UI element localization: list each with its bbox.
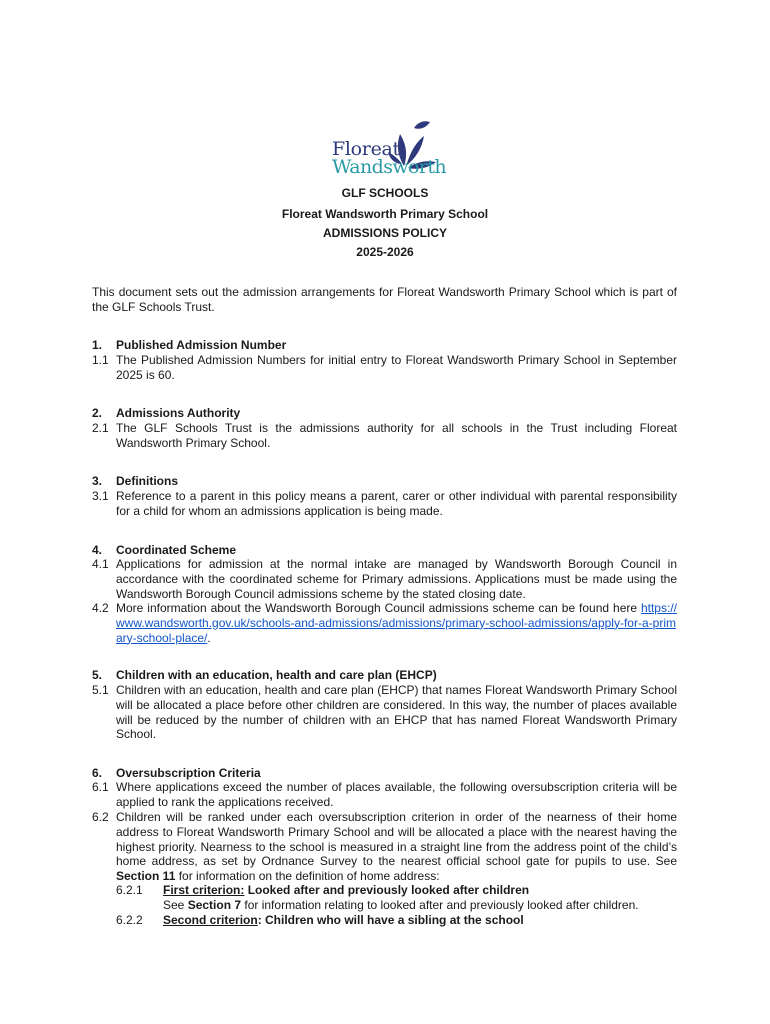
- section-heading: [92, 668, 437, 683]
- criterion-note: [163, 898, 639, 913]
- clause-text-lead: Children will be ranked under each oversubscription criterion in order of the nearness of their home address to Floreat Wandsworth Primary School and will be allocated a place with the nearest having the highest priority. Nearness to the school is measured in a straight line from the address point of the child’s home address, as set by Ordnance Survey to the nearest official school gate for pupils to use. See: [116, 810, 677, 869]
- clause-text-end: .: [207, 630, 211, 645]
- school-name: Floreat Wandsworth Primary School: [281, 207, 489, 221]
- section-number: 6.: [92, 766, 103, 780]
- section-number: 4.: [92, 543, 103, 557]
- criterion-number: 6.2.2: [116, 913, 143, 927]
- intro-paragraph: This document sets out the admission arrangements for Floreat Wandsworth Primary School which is part of the GLF Schools Trust.: [92, 285, 677, 314]
- clause: [92, 421, 677, 451]
- note-lead: See: [163, 898, 188, 912]
- section-title: Published Admission Number: [116, 338, 287, 352]
- clause: [92, 780, 677, 810]
- clause-text: Reference to a parent in this policy means a parent, carer or other individual with parental responsibility for a child for whom an admissions application is being made.: [116, 489, 677, 518]
- wandsworth-admissions-link[interactable]: https://www.wandsworth.gov.uk/schools-and-admissions/admissions/primary-school-admissions/apply-for-a-primary-school-place/: [116, 601, 677, 645]
- clause: [92, 353, 677, 383]
- clause-number: 1.1: [92, 353, 109, 367]
- section-number: 2.: [92, 406, 103, 420]
- clause-text: [116, 601, 677, 645]
- clause-text-lead: More information about the Wandsworth Borough Council admissions scheme can be found here: [116, 601, 641, 615]
- section-title: Oversubscription Criteria: [116, 766, 261, 780]
- clause-text: Children with an education, health and care plan (EHCP) that names Floreat Wandsworth Primary School will be allocated a place before other children are considered. In this way, the number of places available will be reduced by the number of children with an EHCP that has named Floreat Wandsworth Primary School.: [116, 683, 677, 742]
- section-heading: [92, 766, 261, 781]
- document-title: ADMISSIONS POLICY: [322, 226, 447, 240]
- section-title: Children with an education, health and care plan (EHCP): [116, 668, 437, 682]
- criterion-heading: [116, 883, 529, 898]
- section-heading: [92, 406, 240, 421]
- section-reference: Section 7: [187, 898, 242, 912]
- clause: [92, 683, 677, 742]
- org-heading: GLF SCHOOLS: [341, 186, 429, 200]
- clause-text-end: for information on the definition of home address:: [175, 869, 440, 884]
- clause-number: 2.1: [92, 421, 109, 435]
- clause-number: 3.1: [92, 489, 109, 503]
- section-reference: Section 11: [116, 869, 176, 884]
- section-number: 1.: [92, 338, 103, 352]
- section-number: 3.: [92, 474, 103, 488]
- section-heading: [92, 543, 236, 558]
- clause-text: Applications for admission at the normal intake are managed by Wandsworth Borough Council in accordance with the coordinated scheme for Primary admissions. Applications must be made using the Wandsworth Borough Council admissions scheme by the stated closing date.: [116, 557, 677, 601]
- criterion-title: : Children who will have a sibling at the school: [257, 913, 524, 927]
- section-heading: [92, 338, 286, 353]
- clause-number: 6.2: [92, 810, 109, 824]
- criterion-title: Looked after and previously looked after children: [244, 883, 530, 897]
- clause-number: 4.1: [92, 557, 109, 571]
- note-text: for information relating to looked after and previously looked after children.: [241, 898, 639, 912]
- criterion-label: Second criterion: [163, 913, 258, 927]
- section-heading: [92, 474, 178, 489]
- policy-year: 2025-2026: [356, 245, 414, 259]
- clause-text: Where applications exceed the number of places available, the following oversubscription criteria will be applied to rank the applications received.: [116, 780, 677, 809]
- clause: [92, 601, 677, 645]
- clause: [92, 557, 677, 601]
- logo-line-1: Floreat: [332, 138, 400, 160]
- criterion-heading: [116, 913, 524, 928]
- section-title: Definitions: [116, 474, 178, 488]
- criterion-label: First criterion:: [163, 883, 245, 897]
- criterion-number: 6.2.1: [116, 883, 143, 897]
- section-number: 5.: [92, 668, 103, 682]
- clause-number: 6.1: [92, 780, 109, 794]
- clause: [92, 810, 677, 884]
- logo-line-2: Wandsworth: [332, 156, 447, 178]
- clause-number: 4.2: [92, 601, 109, 615]
- section-title: Admissions Authority: [116, 406, 241, 420]
- section-title: Coordinated Scheme: [116, 543, 237, 557]
- clause-text: The Published Admission Numbers for initial entry to Floreat Wandsworth Primary School in September 2025 is 60.: [116, 353, 677, 382]
- clause-number: 5.1: [92, 683, 109, 697]
- school-logo: [330, 118, 447, 178]
- clause-text: The GLF Schools Trust is the admissions authority for all schools in the Trust including Floreat Wandsworth Primary School.: [116, 421, 677, 450]
- clause: [92, 489, 677, 519]
- clause-text: [116, 810, 677, 884]
